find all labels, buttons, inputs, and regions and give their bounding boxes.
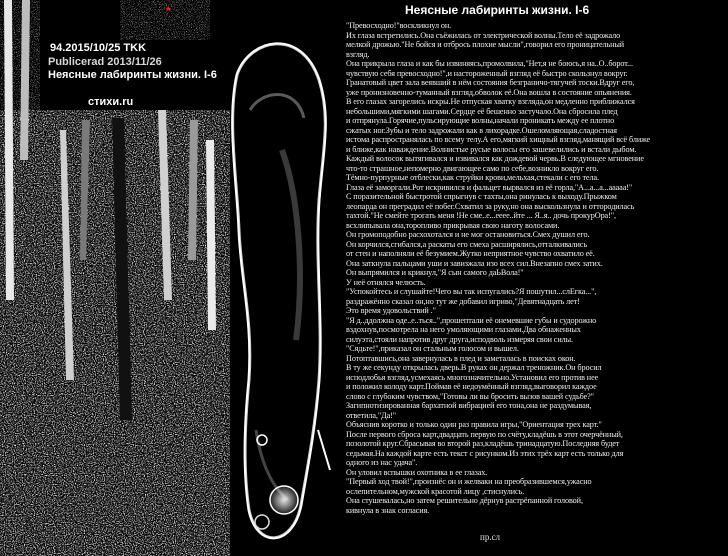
header-title: Неясные лабиринты жизни. I-6 — [48, 69, 217, 81]
poem-line: вздохнув,посмотрела на него умоляющими глазами.Два обнаженных — [346, 325, 581, 334]
signature: пр.сл — [480, 532, 501, 542]
poem-line: от стен и наполняли её безумием.Жутко неприятное чувство охватило её. — [346, 249, 595, 258]
poem-line: раздражённо сказал он,но тут же добавил игриво,"Девятнадцать лет! — [346, 296, 580, 306]
poem-line: Глаза её заморгали.Рот искривился и фальцет вырвался из её горла,"А...а...а...ааааа!" — [346, 182, 633, 192]
poem-line: слово с глубоким чувством,"Готовы ли вы бросить вызов вашей судьбе?" — [346, 391, 594, 401]
poem-line: и ближе,как наваждение.Волнистые русые волосы его зашевелились и встали дыбом. — [346, 144, 637, 154]
poem-line: Она стушевалась,но затем решительно дёрнув растрёпанной головой, — [346, 496, 583, 505]
poem-line: тахтой."Не смейте трогать меня !Не сме..е...еeee..йте ... Я..я.. дочь прокурОра!", — [346, 211, 616, 220]
poem-line: "Сядьте!",приказал он стальным голосом и вышел. — [346, 344, 519, 353]
poem-line: Он уловил вспышки охотника в ее глазах. — [346, 467, 488, 477]
poem-line: Она заткнула пальцами уши и завизжала изо всех сил.Внезапно смех затих. — [346, 258, 603, 268]
site-name: стихи.ru — [88, 96, 134, 108]
poem-line: Загипнотизированная бархатной вибрацией его тона,она не раздумывая, — [346, 401, 592, 410]
poem-line: и положил колоду карт.Поймав её недоумённый взгляд,выговорил каждое — [346, 382, 597, 391]
poem-line: Это время удовольствий ." — [346, 306, 436, 315]
red-star-mark: * — [166, 4, 171, 18]
poem-line: "Превосходно!"воскликнул он. — [346, 21, 452, 30]
poem-line: Их глаза встретились.Она съёжилась от электрической волны.Тело её задрожало — [346, 30, 621, 40]
poem-line: "Успокойтесь и слушайте!Чего вы так испугались?Я пошутил...слЕгка...", — [346, 287, 597, 296]
poem-line: исподлобья взгляд,усмехаясь многозначительно.Установил его против нее — [346, 372, 599, 382]
poem-line: Он громоподобно расхохотался и не мог остановиться.Смех душил его. — [346, 230, 590, 239]
poem-line: одного из нас удача". — [346, 458, 418, 467]
poem-line: ослепительном,мужской красотой лицу ,стиснулись. — [346, 486, 525, 496]
poem-line: и отпрянула.Горячие,пульсирующие волны,начали проникать между ее плотно — [346, 116, 615, 125]
poem-line: Каждый волосок вытягивался и извивался как дождевой червь.В следующее мгновение — [346, 154, 644, 163]
poem-line: истома распространялась по всему телу.А его,мягкий хищный взгляд,манящий всё ближе — [346, 135, 651, 144]
poem-line: кивнула в знак согласия. — [346, 505, 430, 515]
poem-line: В его глазах загорелись искры.Не отпуская хватку взгляда,он медленно приближался — [346, 97, 635, 106]
poem-line: леопарда он преградил её побег.Схватил за руку,но она выскользнула и оттородилась — [346, 201, 635, 211]
poem-line: что-то страшное,непомерно двигающее само по себе,возникло вокруг его. — [346, 163, 599, 173]
poem-line: седьмая.На каждой карте есть текст с рисунком.Из этих трёх карт есть только для — [346, 448, 624, 458]
poem-text — [346, 21, 726, 544]
poem-line: ответила,"Да!" — [346, 410, 396, 420]
poem-line: Гранатовый цвет зала веявший в нём состояния безграничо-тягучей тоски.Вдруг его, — [346, 78, 635, 87]
poem-line: чувствую себя превосходно!",и настороженный взгляд её быстро скользнул вокруг. — [346, 68, 628, 78]
poem-line: Потоптавшись,она завернулась в плед и заметалась в поисках окон. — [346, 353, 576, 363]
poem-title: Неясные лабиринты жизни. I-6 — [405, 3, 590, 17]
poem-line: уже пронизновенно-туманный взгляд,обволок её.Она вошла в состояние опьянения. — [346, 87, 632, 97]
header-published: Publicerad 2013/11/26 — [48, 56, 162, 68]
poem-line: "Я д..ддолжна оде..е..ться..",прошептали её онемевшие губы и судорожно — [346, 315, 597, 325]
poem-line: У неё отнялся челюсть. — [346, 277, 426, 287]
poem-line: Он корчился,сгибался,а раскаты его смеха расширялись,отталкивались — [346, 239, 587, 249]
poem-line: После первого сброса карт,двадцать первую по счёту,кладёшь в этот очерчённый, — [346, 429, 623, 439]
header-date-code: 94.2015/10/25 TKK — [50, 42, 147, 54]
poem-line: С поразительной быстротой спрыгнув с тахты,она ринулась к выходу.Прыжком — [346, 192, 617, 201]
poem-line: Он выпрямился и крикнул,"Я сын самого даЬВола!" — [346, 268, 524, 277]
poem-line: небольшими,мягкими шагами.Сердце её бешенно застучало.Она сбросила плед — [346, 106, 618, 116]
poem-line: Объяснив коротко и только один раз правила игры,"Ориентация трех карт." — [346, 420, 602, 429]
poem-line: силуэта,стояли напротив друг друга,исподволь измеряя свои силы. — [346, 334, 573, 344]
poem-line: Тёмно-пурпурные отблески,как струйки крови,мельхая,стекали с его тела. — [346, 173, 599, 182]
poem-line: всхлипывала она,торопливо прикрывая свою наготу волосами. — [346, 220, 560, 230]
poem-line: В ту же секунду открылась дверь.В руках он держал треножник.Он бросил — [346, 363, 602, 372]
poem-line: Она прикрыла глаза и как бы извиняясь,промолвила,"Нет,я не боюсь,я на..О..борот... — [346, 59, 634, 68]
poem-line: взгляд. — [346, 49, 370, 59]
poem-line: мелкой дрожью."Не бойся и отбрось плохие мысли",говорил его проницательный — [346, 40, 625, 49]
poem-line: "Первый ход твой!",произнёс он и желваки на преобразившемся,ужасно — [346, 477, 592, 486]
poem-line: позолотой круг.Сбрасывая во второй раз,кладёшь тринадцатую.Последняя будет — [346, 439, 620, 448]
poem-line: сжатых ног.Зубы и тело задрожали как в лихорадке.Ошеломляющая,сладостная — [346, 125, 617, 135]
